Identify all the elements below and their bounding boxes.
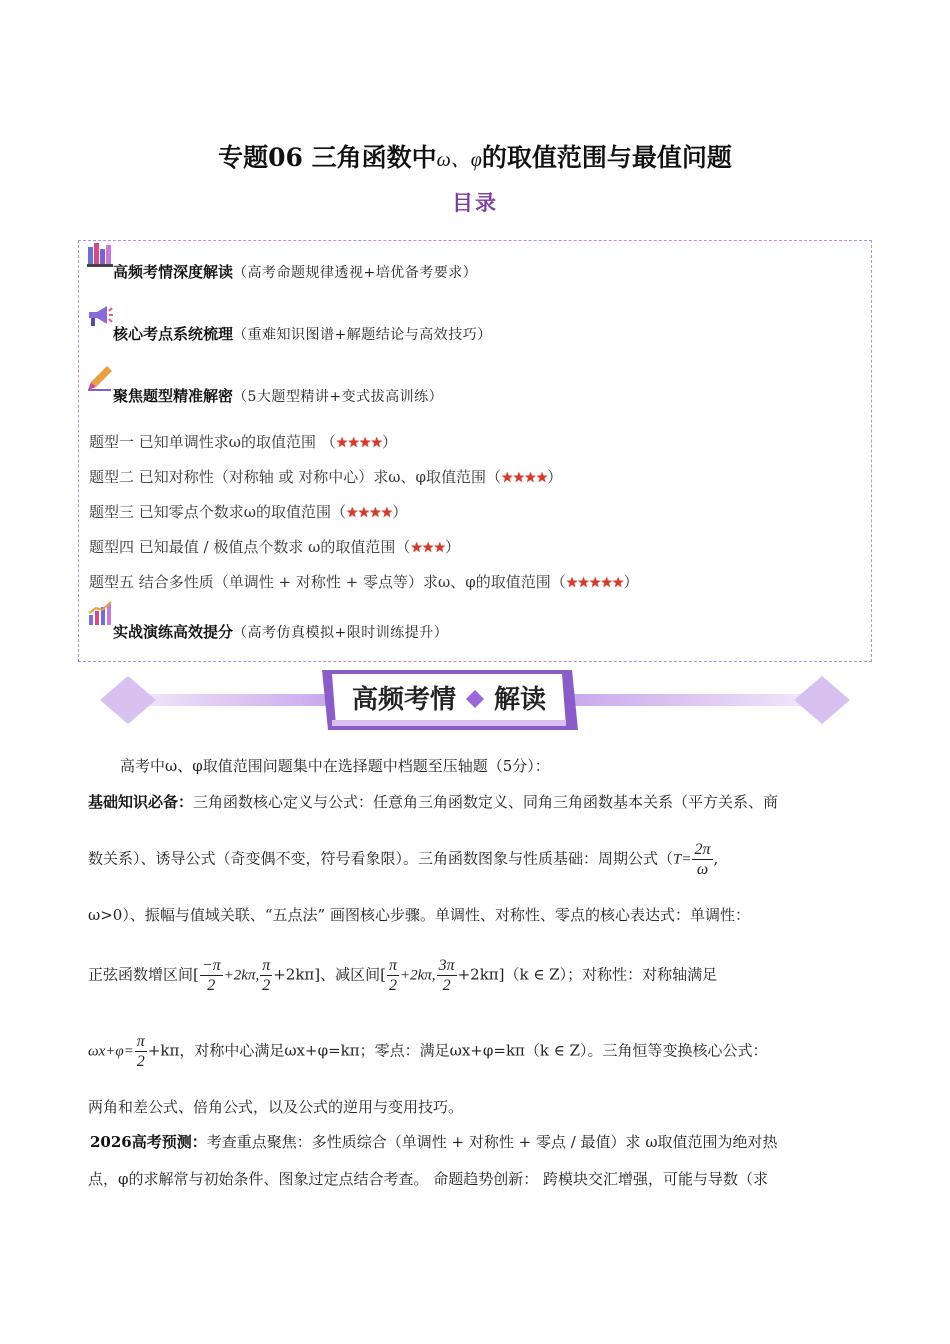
text: +2kπ]（k ∈ Z）；对称性：对称轴满足 — [457, 965, 718, 984]
toc-item-end: ） — [381, 433, 397, 451]
toc-heading: 目录 — [452, 190, 498, 215]
bold-lead: 2026高考预测： — [90, 1133, 207, 1151]
body-paragraph-1: 高考中ω、φ取值范围问题集中在选择题中档题至压轴题（5分）： — [120, 757, 550, 775]
body-paragraph-8 — [90, 1131, 865, 1152]
denominator: ω — [696, 861, 709, 878]
toc-item-5[interactable] — [89, 571, 639, 592]
text: 三角函数核心定义与公式：任意角三角函数定义、同角三角函数基本关系（平方关系、商 — [193, 793, 779, 811]
difficulty-stars: ★★★ — [410, 540, 446, 556]
toc-section-note: （高考命题规律透视+培优备考要求） — [233, 265, 478, 281]
denominator: 2 — [262, 977, 271, 994]
math: ωx+φ= — [88, 1043, 134, 1060]
text: 数关系）、诱导公式（奇变偶不变，符号看象限）。三角函数图象与性质基础：周期公式（ — [88, 849, 674, 868]
bold-lead: 基础知识必备： — [88, 793, 194, 811]
denominator: 2 — [389, 977, 397, 994]
toc-item-text: 题型一 已知单调性求ω的取值范围 （ — [89, 433, 336, 451]
toc-section-label: 聚焦题型精准解密 — [113, 387, 234, 405]
toc-item-4[interactable] — [89, 536, 460, 557]
math: +2kπ, — [223, 967, 260, 984]
toc-item-text: 题型二 已知对称性（对称轴 或 对称中心）求ω、φ取值范围（ — [89, 468, 502, 486]
toc-section-label: 高频考情深度解读 — [113, 263, 234, 281]
body-paragraph-7: 两角和差公式、倍角公式，以及公式的逆用与变用技巧。 — [88, 1098, 464, 1116]
numerator: π — [262, 957, 271, 974]
toc-item-2[interactable] — [89, 466, 562, 487]
numerator: 3π — [438, 957, 455, 974]
denominator: 2 — [207, 977, 216, 994]
math: +2kπ, — [400, 967, 436, 984]
title-symbols: ω、φ — [436, 149, 482, 171]
math: T= — [673, 851, 692, 868]
banner-bar-left — [130, 694, 330, 706]
fraction — [437, 956, 457, 995]
toc-section-note: （高考仿真模拟+限时训练提升） — [233, 625, 449, 641]
toc-item-end: ） — [445, 538, 461, 556]
fraction — [387, 956, 399, 995]
title-text-a: 专题06 三角函数中 — [218, 143, 437, 172]
text: +2kπ]、减区间[ — [273, 965, 386, 984]
toc-section-2[interactable] — [87, 323, 492, 344]
body-paragraph-5 — [88, 956, 863, 995]
banner-text-left: 高频考情 — [351, 684, 457, 714]
toc-item-end: ） — [547, 468, 563, 486]
toc-item-text: 题型五 结合多性质（单调性 + 对称性 + 零点等）求ω、φ的取值范围（ — [89, 573, 566, 591]
fraction — [200, 956, 223, 995]
toc-section-note: （重难知识图谱+解题结论与高效技巧） — [233, 327, 492, 343]
section-banner — [100, 668, 850, 732]
text: 正弦函数增区间[ — [88, 965, 199, 984]
toc-section-note: （5大题型精讲+变式拔高训练） — [233, 389, 444, 405]
difficulty-stars: ★★★★ — [501, 470, 548, 486]
difficulty-stars: ★★★★ — [346, 505, 393, 521]
banner-diamond-left — [100, 676, 156, 724]
rising-chart-icon — [87, 601, 113, 627]
difficulty-stars: ★★★★★ — [565, 575, 624, 591]
fraction — [135, 1032, 147, 1071]
toc-item-end: ） — [392, 503, 408, 521]
toc-item-text: 题型三 已知零点个数求ω的取值范围（ — [89, 503, 347, 521]
text: +kπ，对称中心满足ωx+φ=kπ；零点：满足ωx+φ=kπ（k ∈ Z）。三角恒等变换核心公式： — [147, 1041, 768, 1060]
toc-item-3[interactable] — [89, 501, 407, 522]
numerator: π — [389, 957, 398, 974]
banner-diamond-right — [794, 676, 850, 724]
text: , — [713, 849, 719, 868]
body-paragraph-4: ω>0）、振幅与值域关联、“五点法” 画图核心步骤。单调性、对称性、零点的核心表达式：单调性： — [88, 906, 750, 924]
toc-section-label: 核心考点系统梳理 — [113, 325, 234, 343]
pen-icon — [87, 365, 113, 391]
body-paragraph-3 — [88, 840, 863, 879]
toc-item-1[interactable] — [89, 431, 397, 452]
numerator: π — [136, 1033, 145, 1050]
numerator: 2π — [694, 841, 711, 858]
denominator: 2 — [442, 977, 451, 994]
banner-bar-right — [570, 694, 820, 706]
title-text-b: 的取值范围与最值问题 — [481, 143, 732, 172]
page-title — [0, 138, 950, 174]
text: 考查重点聚焦：多性质综合（单调性 + 对称性 + 零点 / 最值）求 ω取值范围为绝对热 — [206, 1133, 778, 1151]
table-of-contents — [78, 240, 872, 662]
body-paragraph-6 — [88, 1032, 863, 1071]
toc-item-text: 题型四 已知最值 / 极值点个数求 ω的取值范围（ — [89, 538, 411, 556]
books-icon — [87, 241, 113, 267]
difficulty-stars: ★★★★ — [335, 435, 382, 451]
toc-section-1[interactable] — [87, 261, 477, 282]
toc-section-3[interactable] — [87, 385, 443, 406]
numerator: −π — [201, 957, 221, 974]
body-paragraph-9: 点，φ的求解常与初始条件、图象过定点结合考查。 命题趋势创新： 跨模块交汇增强，可能与导数（求 — [88, 1170, 769, 1188]
fraction — [692, 840, 712, 879]
toc-item-end: ） — [623, 573, 639, 591]
toc-section-4[interactable] — [87, 621, 448, 642]
denominator: 2 — [136, 1053, 145, 1070]
fraction — [260, 956, 272, 995]
banner-text-right: 解读 — [493, 684, 547, 714]
body-paragraph-2 — [88, 791, 863, 812]
toc-section-label: 实战演练高效提分 — [113, 623, 234, 641]
megaphone-icon — [87, 303, 113, 329]
